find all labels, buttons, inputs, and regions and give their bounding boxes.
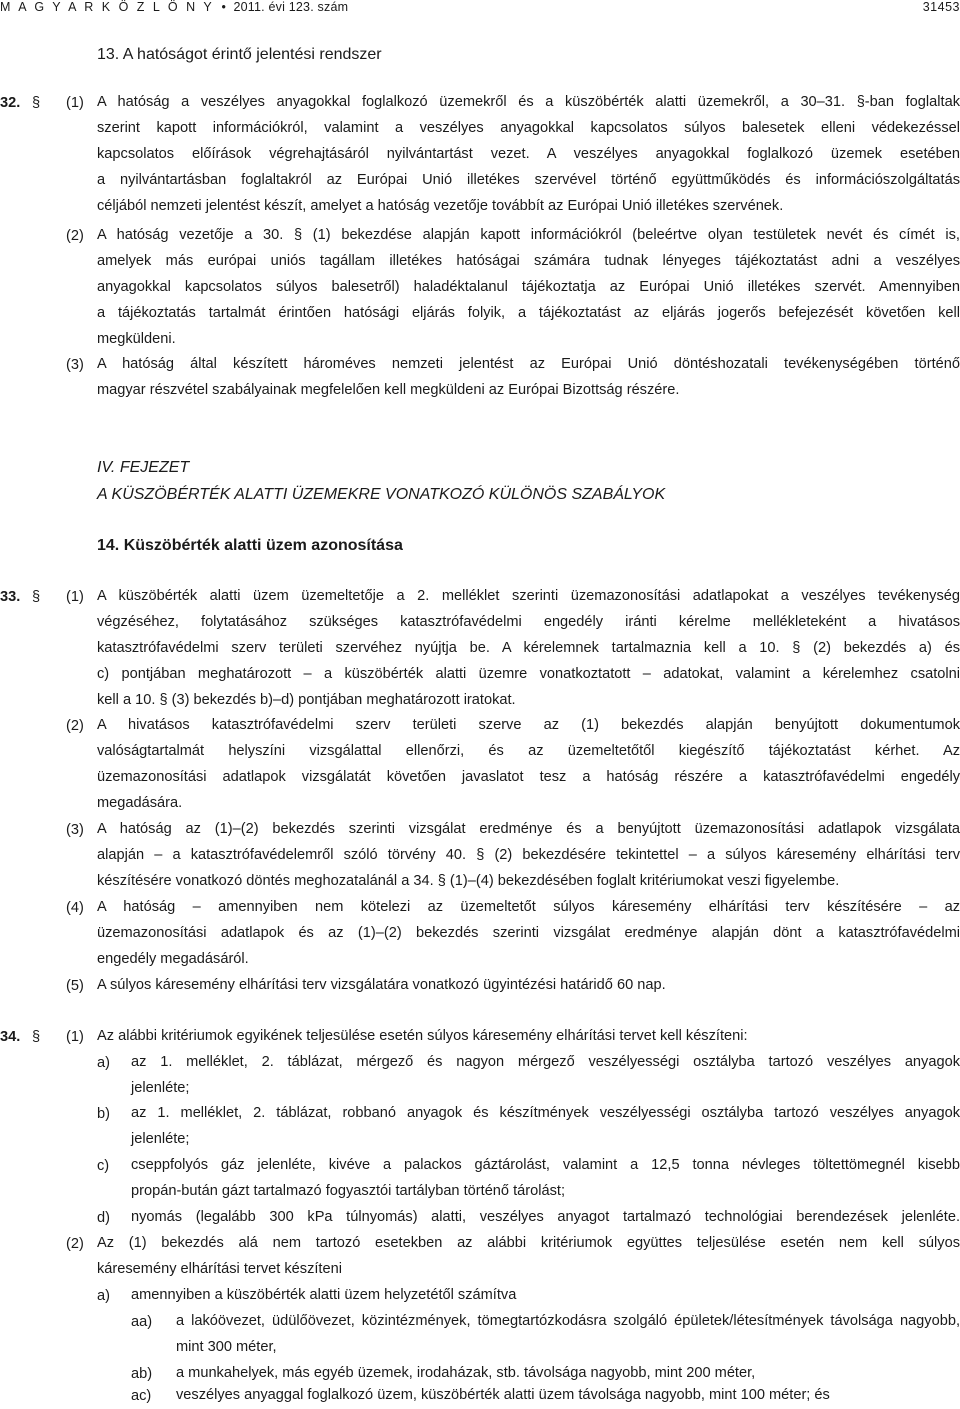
- section-14-title: 14. Küszöbérték alatti üzem azonosítása: [97, 537, 403, 554]
- sub-item-label: ab): [131, 1366, 153, 1382]
- subparagraph-number: (2): [66, 1236, 84, 1252]
- sub-item-text: veszélyes anyaggal foglalkozó üzem, küszöbérték alatti üzem távolsága nagyobb, mint 100 méter; és: [176, 1387, 830, 1403]
- list-item-text: az 1. melléklet, 2. táblázat, mérgező és nagyon mérgező veszélyességi osztályba tartozó veszélyes anyagok: [131, 1055, 960, 1070]
- running-header: [0, 0, 960, 14]
- list-item-text: propán-bután gázt tartalmazó fogyasztói tartályban történő tárolást;: [131, 1183, 566, 1199]
- list-item-label: b): [97, 1106, 110, 1122]
- text-line: A súlyos káresemény elhárítási terv vizsgálatára vonatkozó ügyintézési határidő 60 nap.: [97, 977, 666, 993]
- text-line: a tájékoztatás tartalmát érintően hatósági eljárás folyik, a tájékoztatást az eljárás jogerős befejezését követően kell: [97, 306, 960, 321]
- issue-label: 2011. évi 123. szám: [233, 0, 349, 14]
- section-symbol: §: [32, 589, 41, 605]
- list-item-label: a): [97, 1288, 110, 1304]
- journal-title: M A G Y A R K Ö Z L Ö N Y: [0, 0, 215, 14]
- text-line: kapcsolatos előírások végrehajtásáról nyilvántartást vezet. A veszélyes anyagokkal foglalkozó üzemek esetében: [97, 147, 960, 162]
- text-line: céljából nemzeti jelentést készít, amelyet a hatóság vezetője továbbít az Európai Unió illetékes szervének.: [97, 198, 784, 214]
- subparagraph-number: (3): [66, 822, 84, 838]
- header-journal: M A G Y A R K Ö Z L Ö N Y • 2011. évi 123. szám: [0, 0, 349, 14]
- list-item-label: d): [97, 1210, 110, 1226]
- subparagraph-number: (2): [66, 228, 84, 244]
- text-line: készítésére vonatkozó döntés meghozatalánál a 34. § (1)–(4) bekezdésében foglalt kritériumokat veszi figyelembe.: [97, 873, 840, 889]
- sub-item-text: a munkahelyek, más egyéb üzemek, irodaházak, stb. távolsága nagyobb, mint 200 méter,: [176, 1365, 756, 1381]
- text-line: A hatóság – amennyiben nem kötelezi az üzemeltetőt súlyos káresemény elhárítási terv készítésére – az: [97, 900, 960, 915]
- subparagraph-number: (5): [66, 978, 84, 994]
- text-line: A küszöbérték alatti üzem üzemeltetője a 2. melléklet szerinti üzemazonosítási adatlapokat a veszélyes tevékenység: [97, 589, 960, 604]
- text-line: kell a 10. § (3) bekezdés b)–d) pontjában meghatározott iratokat.: [97, 692, 516, 708]
- section-symbol: §: [32, 95, 41, 111]
- text-line: amelyek más európai uniós tagállam illetékes hatóságai számára tudnak lényeges tájékoztatást adni a veszélyes: [97, 254, 960, 269]
- chapter-number: IV. FEJEZET: [97, 459, 190, 476]
- sub-item-text: mint 300 méter,: [176, 1339, 277, 1355]
- subparagraph-number: (1): [66, 1029, 84, 1045]
- sub-item-label: ac): [131, 1388, 152, 1404]
- subparagraph-number: (2): [66, 718, 84, 734]
- text-line: engedély megadásáról.: [97, 951, 249, 967]
- list-item-text: amennyiben a küszöbérték alatti üzem helyzetétől számítva: [131, 1287, 517, 1303]
- text-line: Az (1) bekezdés alá nem tartozó esetekben az alábbi kritériumok együttes teljesülése esetén nem kell súlyos: [97, 1236, 960, 1251]
- list-item-text: nyomás (legalább 300 kPa túlnyomás) alatti, veszélyes anyagot tartalmazó technológiai berendezések jelenléte.: [131, 1210, 960, 1225]
- text-line: szerint kapott információkról, valamint a veszélyes anyagokkal kapcsolatos súlyos balesetek elleni védekezéssel: [97, 121, 960, 136]
- paragraph-33-number: 33.: [0, 589, 21, 605]
- subparagraph-number: (1): [66, 589, 84, 605]
- subparagraph-number: (1): [66, 95, 84, 111]
- text-line: A hatóság a veszélyes anyagokkal foglalkozó üzemekről és a küszöbérték alatti üzemekről, a 30–31. §-ban foglaltak: [97, 95, 960, 110]
- text-line: A hatóság által készített hároméves nemzeti jelentést az Európai Unió döntéshozatali tevékenységében történő: [97, 357, 960, 372]
- text-line: magyar részvétel szabályainak megfelelően kell megküldeni az Európai Bizottság részére.: [97, 382, 680, 398]
- list-item-label: a): [97, 1055, 110, 1071]
- list-item-text: az 1. melléklet, 2. táblázat, robbanó anyagok és készítmények veszélyességi osztályba tartozó veszélyes anyagok: [131, 1106, 960, 1121]
- text-line: üzemazonosítási adatlapok és az (1)–(2) bekezdés szerinti vizsgálat eredménye alapján dönt a katasztrófavédelmi: [97, 926, 960, 941]
- text-line: káresemény elhárítási tervet készíteni: [97, 1261, 342, 1277]
- text-line: üzemazonosítási adatlapok vizsgálatát követően javaslatot tesz a hatóság részére a katasztrófavédelmi engedély: [97, 770, 960, 785]
- chapter-title: A KÜSZÖBÉRTÉK ALATTI ÜZEMEKRE VONATKOZÓ KÜLÖNÖS SZABÁLYOK: [97, 486, 666, 503]
- text-line: A hatóság vezetője a 30. § (1) bekezdése alapján kapott információkról (beleértve olyan testületek nevét és címét is,: [97, 228, 960, 243]
- text-line: alapján – a katasztrófavédelemről szóló törvény 40. § (2) bekezdésére tekintettel – a súlyos káresemény elhárítási terv: [97, 848, 960, 863]
- text-line: anyagokkal kapcsolatos súlyos balesetről) haladéktalanul tájékoztatja az Európai Unió illetékes szervét. Amennyiben: [97, 280, 960, 295]
- list-item-text: jelenléte;: [131, 1131, 190, 1147]
- paragraph-34-number: 34.: [0, 1029, 21, 1045]
- text-line: Az alábbi kritériumok egyikének teljesülése esetén súlyos káresemény elhárítási tervet kell készíteni:: [97, 1028, 748, 1044]
- sub-item-label: aa): [131, 1314, 153, 1330]
- text-line: A hatóság az (1)–(2) bekezdés szerinti vizsgálat eredménye és a benyújtott üzemazonosítási adatlapok vizsgálata: [97, 822, 960, 837]
- text-line: megadására.: [97, 795, 183, 811]
- subparagraph-number: (4): [66, 900, 84, 916]
- text-line: megküldeni.: [97, 331, 176, 347]
- subparagraph-number: (3): [66, 357, 84, 373]
- text-line: katasztrófavédelmi szerv területi szervéhez nyújtja be. A kérelemnek tartalmaznia kell a 10. § (2) bekezdés a) és: [97, 641, 960, 656]
- text-line: valóságtartalmát helyszíni vizsgálattal ellenőrzi, és az üzemeltetőtől kiegészítő tájékoztatást kérhet. Az: [97, 744, 960, 759]
- section-symbol: §: [32, 1029, 41, 1045]
- list-item-text: jelenléte;: [131, 1080, 190, 1096]
- sub-item-text: a lakóövezet, üdülőövezet, közintézmények, tömegtartózkodásra szolgáló épületek/létesítmények távolsága nagyobb,: [176, 1314, 960, 1329]
- text-line: végzéséhez, folytatásához szükséges katasztrófavédelmi engedély iránti kérelme mellékleteként a hivatásos: [97, 615, 960, 630]
- page-number: 31453: [922, 0, 960, 14]
- text-line: a nyilvántartásban foglaltakról az Európai Unió illetékes szervével történő együttműködés és információszolgáltatás: [97, 173, 960, 188]
- paragraph-32-number: 32.: [0, 95, 21, 111]
- section-13-title: 13. A hatóságot érintő jelentési rendszer: [97, 46, 382, 63]
- text-line: A hivatásos katasztrófavédelmi szerv területi szerve az (1) bekezdés alapján benyújtott dokumentumok: [97, 718, 960, 733]
- text-line: c) pontjában meghatározott – a küszöbérték alatti üzemre vonatkoztatott – adatokat, valamint a kérelemhez csatolni: [97, 667, 960, 682]
- list-item-label: c): [97, 1158, 110, 1174]
- list-item-text: cseppfolyós gáz jelenléte, kivéve a palackos gáztárolást, valamint a 12,5 tonna névleges töltettömegnél kisebb: [131, 1158, 960, 1173]
